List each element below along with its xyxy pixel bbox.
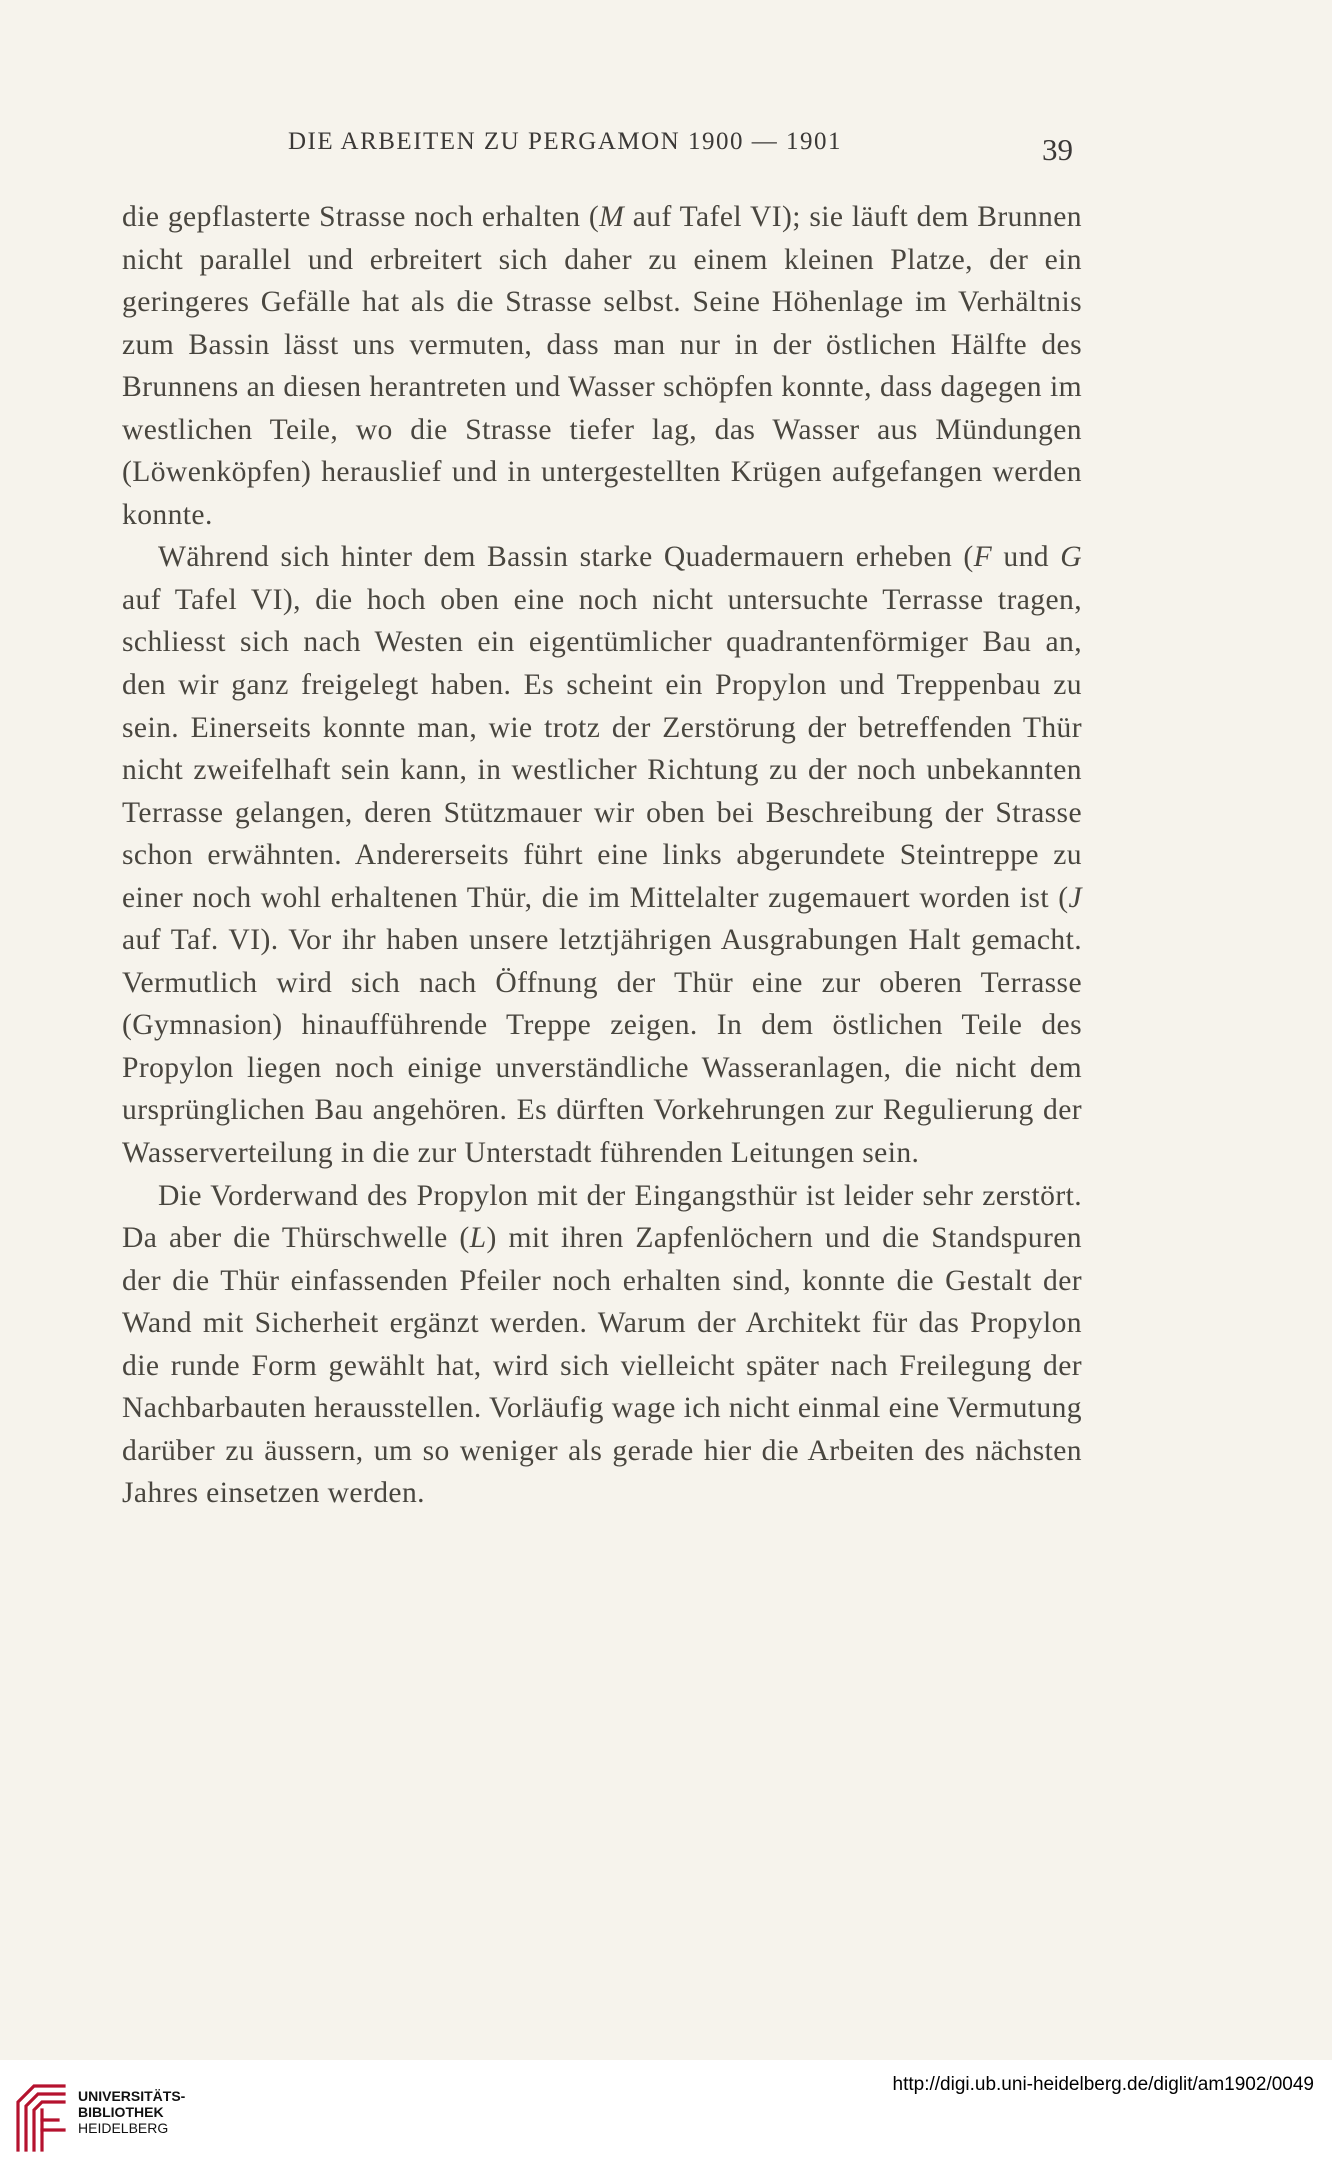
body-text (122, 196, 1082, 1515)
text-run: auf Tafel VI); sie läuft dem Brunnen nicht parallel und erbreitert sich daher zu einem kleinen Platze, der ein geringeres Gefälle hat als die Strasse selbst. Seine Höhenlage im Verhältnis zum Bassin lässt uns vermuten, dass man nur in der östlichen Hälfte des Brunnens an diesen herantreten und Wasser schöpfen konnte, dass dagegen im westlichen Teile, wo die Strasse tiefer lag, das Wasser aus Mündungen (Löwenköpfen) herauslief und in untergestellten Krügen aufgefangen werden konnte. (122, 201, 1082, 531)
italic-reference: J (1068, 881, 1082, 914)
italic-reference: G (1060, 541, 1082, 574)
italic-reference: F (973, 541, 993, 574)
library-name (78, 2088, 185, 2136)
library-name-line: BIBLIOTHEK (78, 2104, 164, 2120)
source-url-link[interactable]: http://digi.ub.uni-heidelberg.de/diglit/am1902/0049 (892, 2074, 1314, 2095)
paragraph (122, 536, 1082, 1174)
page-number: 39 (1042, 132, 1073, 167)
text-run: ) mit ihren Zapfenlöchern und die Standspuren der die Thür einfassenden Pfeiler noch erhalten sind, konnte die Gestalt der Wand mit Sicherheit ergänzt werden. Warum der Architekt für das Propylon die runde Form gewählt hat, wird sich vielleicht später nach Freilegung der Nachbarbauten herausstellen. Vorläufig wage ich nicht einmal eine Vermutung darüber zu äussern, um so weniger als gerade hier die Arbeiten des nächsten Jahres einsetzen werden. (122, 1222, 1082, 1510)
text-run: auf Tafel VI), die hoch oben eine noch nicht untersuchte Terrasse tragen, schliesst sich nach Westen ein eigentümlicher quadrantenförmiger Bau an, den wir ganz freigelegt haben. Es scheint ein Propylon und Treppenbau zu sein. Einerseits konnte man, wie trotz der Zerstörung der betreffenden Thür nicht zweifelhaft sein kann, in westlicher Richtung zu der noch unbekannten Terrasse gelangen, deren Stützmauer wir oben bei Beschreibung der Strasse schon erwähnten. Andererseits führt eine links abgerundete Steintreppe zu einer noch wohl erhaltenen Thür, die im Mittelalter zugemauert worden ist ( (122, 583, 1082, 914)
running-title: DIE ARBEITEN ZU PERGAMON 1900 — 1901 (288, 128, 842, 155)
library-name-line: HEIDELBERG (78, 2120, 169, 2136)
text-run: auf Taf. VI). Vor ihr haben unsere letztjährigen Ausgrabungen Halt gemacht. Vermutlich wird sich nach Öffnung der Thür eine zur oberen Terrasse (Gymnasion) hinaufführende Treppe zeigen. In dem östlichen Teile des Propylon liegen noch einige unverständliche Wasseranlagen, die nicht dem ursprünglichen Bau angehören. Es dürften Vorkehrungen zur Regulierung der Wasserverteilung in die zur Unterstadt führenden Leitungen sein. (122, 924, 1082, 1170)
library-logo-icon (14, 2074, 68, 2154)
running-head (0, 128, 1332, 168)
text-run: Während sich hinter dem Bassin starke Quadermauern erheben ( (158, 541, 974, 574)
text-run: und (992, 541, 1061, 574)
library-name-line: UNIVERSITÄTS- (78, 2088, 186, 2104)
text-run: die gepflasterte Strasse noch erhalten ( (122, 201, 600, 233)
paragraph (122, 1175, 1082, 1515)
footer-bar (0, 2060, 1332, 2159)
text-run: Die Vorderwand des Propylon mit der Eingangsthür ist leider sehr zerstört. Da aber die Thürschwelle ( (122, 1179, 1082, 1255)
italic-reference: M (599, 201, 625, 233)
paragraph (122, 196, 1082, 536)
italic-reference: L (469, 1222, 487, 1255)
